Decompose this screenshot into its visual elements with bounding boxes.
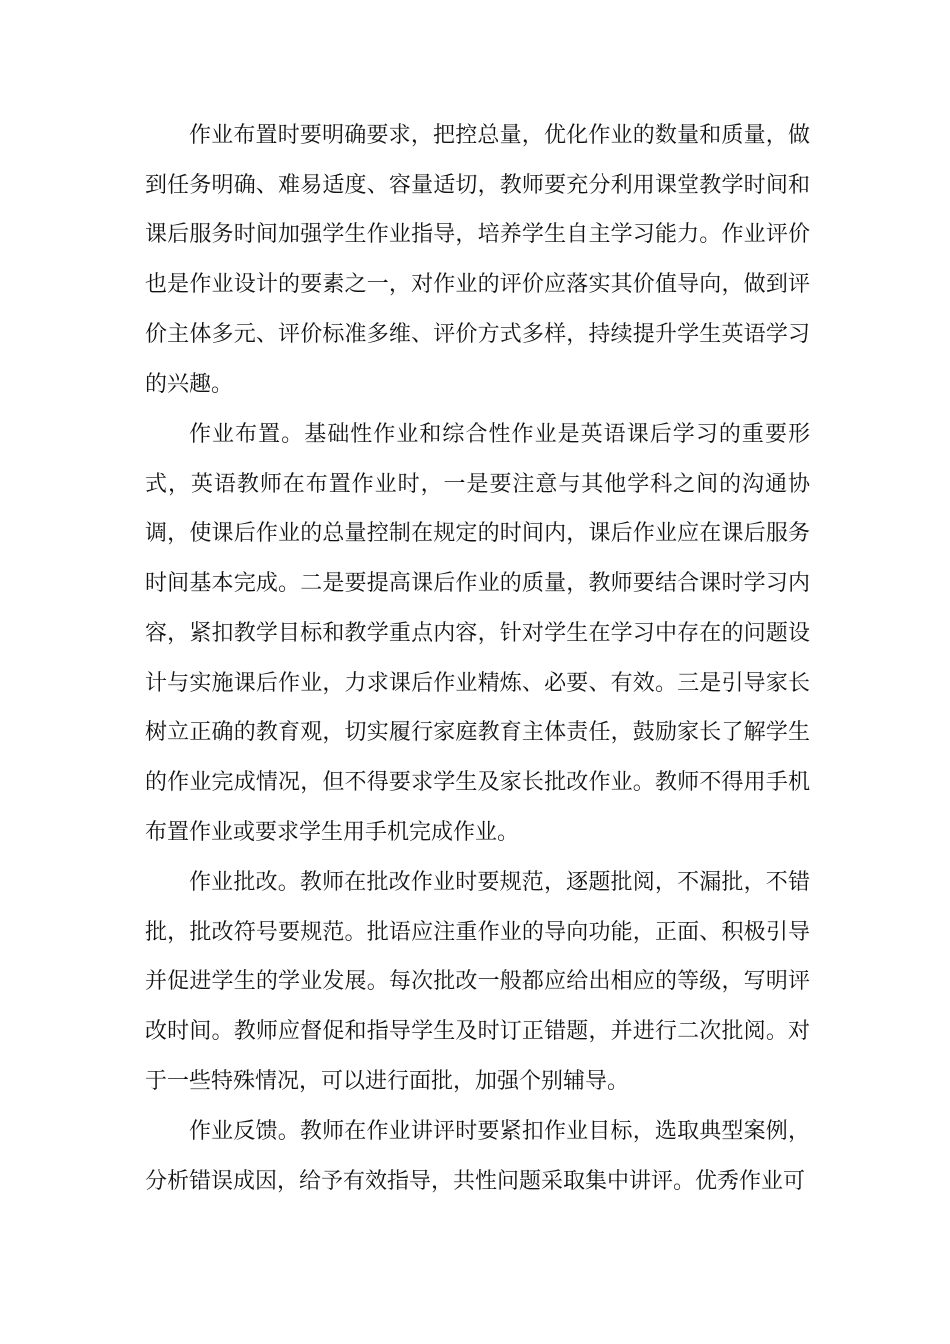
- paragraph-assignment-overview: 作业布置时要明确要求，把控总量，优化作业的数量和质量，做到任务明确、难易适度、容量适切，教师要充分利用课堂教学时间和课后服务时间加强学生作业指导，培养学生自主学习能力。作业评价也是作业设计的要素之一，对作业的评价应落实其价值导向，做到评价主体多元、评价标准多维、评价方式多样，持续提升学生英语学习的兴趣。: [145, 123, 810, 397]
- paragraph-assignment-grading: 作业批改。教师在批改作业时要规范，逐题批阅，不漏批，不错批，批改符号要规范。批语应注重作业的导向功能，正面、积极引导并促进学生的学业发展。每次批改一般都应给出相应的等级，写明评改时间。教师应督促和指导学生及时订正错题，并进行二次批阅。对于一些特殊情况，可以进行面批，加强个别辅导。: [145, 870, 810, 1094]
- paragraph-assignment-setting: 作业布置。基础性作业和综合性作业是英语课后学习的重要形式，英语教师在布置作业时，一是要注意与其他学科之间的沟通协调，使课后作业的总量控制在规定的时间内，课后作业应在课后服务时间基本完成。二是要提高课后作业的质量，教师要结合课时学习内容，紧扣教学目标和教学重点内容，针对学生在学习中存在的问题设计与实施课后作业，力求课后作业精炼、必要、有效。三是引导家长树立正确的教育观，切实履行家庭教育主体责任，鼓励家长了解学生的作业完成情况，但不得要求学生及家长批改作业。教师不得用手机布置作业或要求学生用手机完成作业。: [145, 422, 810, 845]
- paragraph-assignment-feedback: 作业反馈。教师在作业讲评时要紧扣作业目标，选取典型案例，分析错误成因，给予有效指导，共性问题采取集中讲评。优秀作业可: [145, 1119, 810, 1194]
